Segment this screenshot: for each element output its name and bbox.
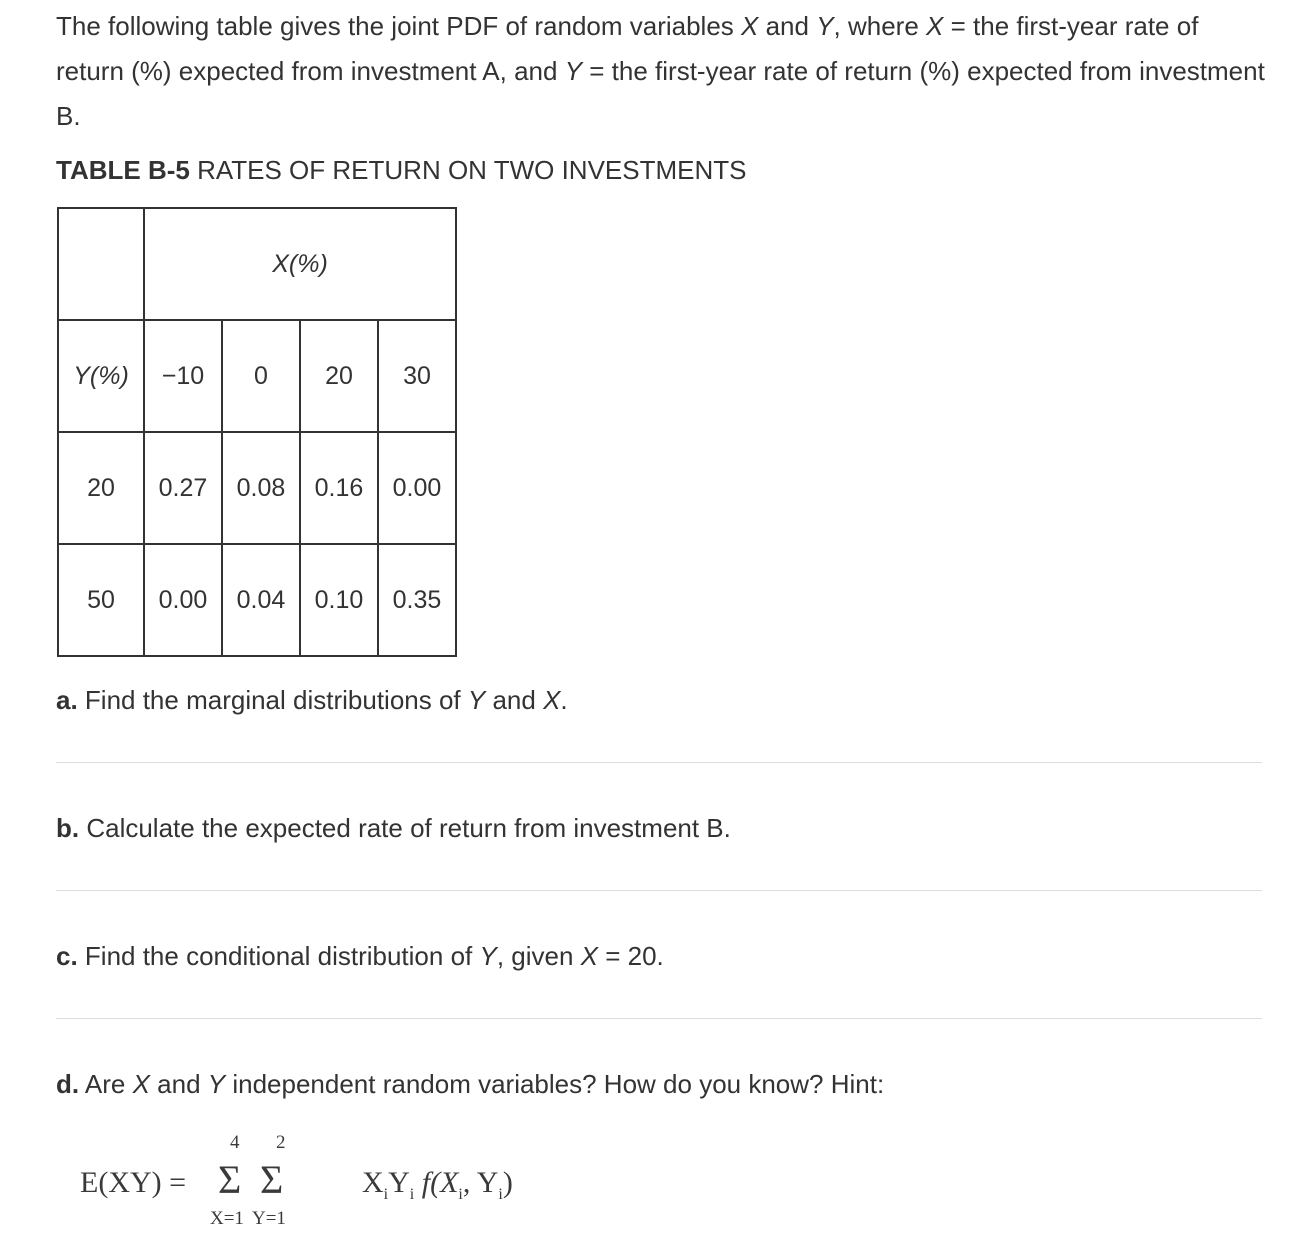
- question-label: c.: [56, 941, 78, 971]
- formula-body: [362, 1166, 513, 1204]
- x-value-cell: −10: [144, 320, 222, 432]
- probability-cell: 0.27: [144, 432, 222, 544]
- expected-value-formula: [80, 1132, 540, 1236]
- y-value-cell: 50: [58, 544, 144, 656]
- question-text: and: [149, 1069, 208, 1099]
- table-row: [58, 320, 456, 432]
- formula-term: Y: [388, 1166, 410, 1199]
- y-header-cell: [58, 320, 144, 432]
- subscript: i: [498, 1186, 503, 1203]
- var-x: X: [741, 11, 759, 41]
- probability-cell: 0.00: [144, 544, 222, 656]
- x-value-cell: 20: [300, 320, 378, 432]
- question-label: b.: [56, 813, 80, 843]
- x-header: X(%): [272, 249, 328, 278]
- question-a: [56, 682, 568, 718]
- divider: [56, 890, 1262, 891]
- var-y: Y: [564, 56, 583, 86]
- intro-text: and: [758, 11, 817, 41]
- sigma-symbol: Σ: [260, 1157, 284, 1202]
- sum-lower-limit: X=1: [210, 1208, 244, 1229]
- subscript: i: [458, 1186, 463, 1203]
- table-title: [56, 152, 746, 188]
- probability-cell: 0.35: [378, 544, 456, 656]
- table-cell-empty: [58, 208, 144, 320]
- var-y: Y: [816, 11, 834, 41]
- var-x: X: [580, 941, 598, 971]
- var-y: Y: [207, 1069, 226, 1099]
- var-x: X: [132, 1069, 150, 1099]
- question-text: Find the marginal distributions of: [77, 685, 468, 715]
- x-value-cell: 30: [378, 320, 456, 432]
- question-text: independent random variables? How do you know? Hint:: [225, 1069, 885, 1099]
- sum-upper-limit: 2: [276, 1132, 286, 1153]
- formula-term: X: [362, 1166, 384, 1199]
- x-value-cell: 0: [222, 320, 300, 432]
- sigma-symbol: Σ: [218, 1157, 242, 1202]
- question-label: d.: [56, 1069, 80, 1099]
- formula-term: ): [502, 1166, 513, 1199]
- intro-text: = the first-year rate of return (%) expected from investment A, and: [56, 11, 1199, 86]
- question-text: Calculate the expected rate of return from investment B.: [79, 813, 731, 843]
- question-d: [56, 1066, 884, 1102]
- y-value-cell: 20: [58, 432, 144, 544]
- var-x: X: [926, 11, 944, 41]
- probability-cell: 0.00: [378, 432, 456, 544]
- subscript: i: [409, 1186, 415, 1203]
- table-row: [58, 544, 456, 656]
- table-number: TABLE B-5: [56, 155, 190, 185]
- intro-text: The following table gives the joint PDF of random variables: [56, 11, 742, 41]
- divider: [56, 1018, 1262, 1019]
- x-header-cell: [144, 208, 456, 320]
- intro-paragraph: [56, 4, 1266, 139]
- formula-term: f(X: [414, 1166, 459, 1199]
- question-text: and: [485, 685, 544, 715]
- var-y: Y: [479, 941, 497, 971]
- table-row: [58, 208, 456, 320]
- formula-term: , Y: [462, 1166, 499, 1199]
- sum-lower-limit: Y=1: [252, 1208, 286, 1229]
- var-y: Y: [467, 685, 486, 715]
- question-c: [56, 938, 664, 974]
- table-row: [58, 432, 456, 544]
- question-text: Are: [79, 1069, 133, 1099]
- question-text: = 20.: [598, 941, 664, 971]
- var-x: X: [543, 685, 561, 715]
- subscript: i: [383, 1186, 389, 1203]
- question-label: a.: [56, 685, 78, 715]
- probability-cell: 0.04: [222, 544, 300, 656]
- probability-cell: 0.16: [300, 432, 378, 544]
- probability-cell: 0.10: [300, 544, 378, 656]
- table-caption: RATES OF RETURN ON TWO INVESTMENTS: [189, 155, 747, 185]
- y-header: Y(%): [73, 361, 129, 390]
- question-text: .: [560, 685, 568, 715]
- intro-text: , where: [833, 11, 927, 41]
- question-text: , given: [496, 941, 581, 971]
- question-b: [56, 810, 731, 846]
- joint-pdf-table: [57, 207, 457, 657]
- probability-cell: 0.08: [222, 432, 300, 544]
- formula-lhs: E(XY) =: [80, 1166, 187, 1199]
- question-text: Find the conditional distribution of: [77, 941, 480, 971]
- divider: [56, 762, 1262, 763]
- intro-text: = the first-year rate of return (%) expected from investment B.: [56, 56, 1265, 131]
- sum-upper-limit: 4: [230, 1132, 240, 1153]
